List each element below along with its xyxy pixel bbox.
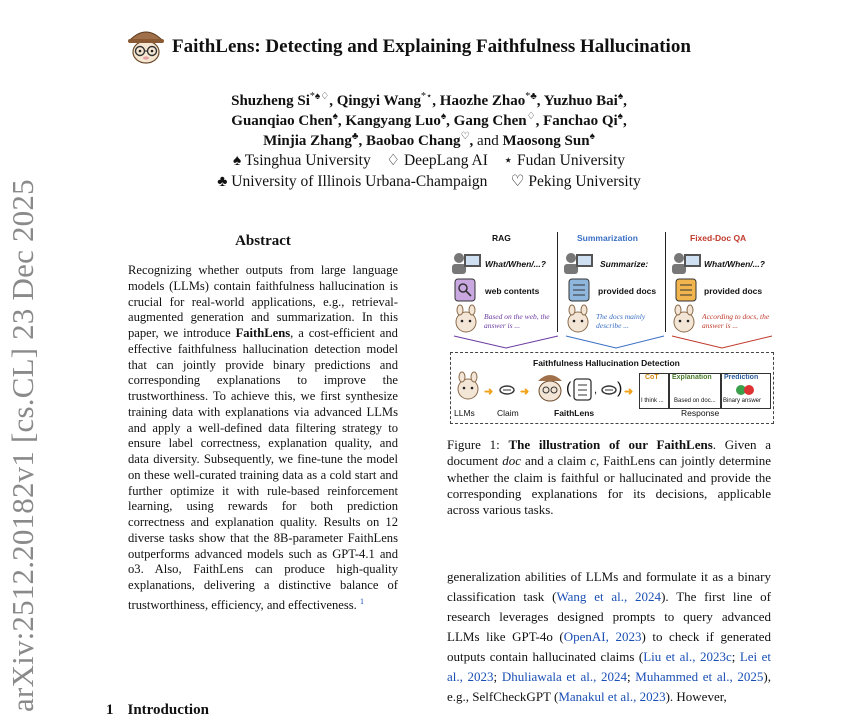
affil-mark: ♡ bbox=[510, 173, 525, 190]
user-computer-icon bbox=[670, 250, 702, 276]
faithlens-label: FaithLens bbox=[554, 408, 595, 418]
document-icon bbox=[568, 278, 590, 302]
affil-name: University of Illinois Urbana-Champaign bbox=[231, 173, 488, 190]
body-text: generalization abilities of LLMs and formulate it as a binary classification task ( bbox=[447, 569, 771, 604]
claim-label: Claim bbox=[497, 408, 519, 418]
citation-link[interactable]: OpenAI, 2023 bbox=[563, 629, 642, 644]
title-row bbox=[124, 26, 764, 66]
caption-var-c: c bbox=[590, 453, 596, 469]
response-label: Response bbox=[681, 408, 720, 418]
footnote-mark: 1 bbox=[359, 596, 364, 606]
citation-link[interactable]: Dhuliawala et al., 2024 bbox=[501, 669, 628, 684]
binary-label: Binary answer bbox=[723, 398, 762, 404]
caption-text: and a claim bbox=[521, 453, 591, 469]
section-title: Introduction bbox=[127, 702, 209, 718]
llama-icon bbox=[454, 371, 482, 401]
figure-caption bbox=[447, 437, 771, 518]
faithlens-model-icon bbox=[534, 369, 566, 403]
citation-link[interactable]: Manakul et al., 2023 bbox=[558, 689, 666, 704]
abstract-bold-faithlens: FaithLens bbox=[235, 326, 291, 340]
check-cross-icon bbox=[735, 384, 755, 396]
author-name: Kangyang Luo bbox=[345, 113, 441, 129]
claim-token-icon bbox=[498, 385, 516, 395]
fig-funnel-lines bbox=[446, 334, 776, 352]
affil-mark: ♠ bbox=[232, 152, 242, 169]
fig-answer-summarization: The docs mainly describe ... bbox=[596, 312, 646, 330]
affil-mark: ⋆ bbox=[503, 152, 514, 169]
fig-query-summarization: Summarize: bbox=[600, 259, 649, 269]
authors-line-2: Guanqiao Chen♠, Kangyang Luo♠, Gang Chen♢, Fanchao Qi♠, bbox=[231, 111, 627, 129]
faithlens-logo-icon bbox=[124, 26, 168, 66]
abstract-text: , a cost-efficient and effective faithfulness hallucination detection model that can jointly provide binary predictions and corresponding explanations to improve the trustworthiness. To achieve this, we first synthesize training data with explanations via advanced LLMs and apply a well-defined data filtering strategy to ensure label correctness, explanation quality, and data diversity. Subsequently, we fine-tune the model on these well-curated training data as a cold start and further optimize it with rule-based reinforcement learning, using rewards for both prediction correctness and explanation quality. Results on 12 diverse tasks show that the 8B-parameter FaithLens outperforms advanced models such as GPT-4.1 and o3. Also, FaithLens can produce high-quality explanations, delivering a distinctive balance of trustworthiness, efficiency, and effectiveness. bbox=[128, 326, 398, 612]
author-marks: *⋆ bbox=[421, 91, 433, 102]
body-text: ). The first line of research leverages designed prompts to query advanced LLMs like GPT-4o ( bbox=[447, 589, 772, 644]
author-name: Qingyi Wang bbox=[336, 93, 422, 109]
fig-doc-fixed-doc: provided docs bbox=[704, 286, 763, 296]
llama-icon bbox=[564, 304, 592, 334]
author-marks: ♣ bbox=[351, 131, 359, 142]
caption-text: , FaithLens can jointly determine whether the claim is faithful or hallucinated and provide the corresponding explanations for its decisions, applicable across various tasks. bbox=[447, 453, 771, 518]
user-computer-icon bbox=[562, 250, 594, 276]
introduction-heading bbox=[106, 702, 209, 719]
fig-query-fixed-doc: What/When/...? bbox=[704, 259, 765, 269]
affil-name: Tsinghua University bbox=[244, 152, 371, 169]
prediction-label: Prediction bbox=[724, 374, 759, 381]
affil-name: DeepLang AI bbox=[403, 152, 488, 169]
document-icon bbox=[675, 278, 697, 302]
authors-line-1: Shuzheng Si*♠♢, Qingyi Wang*⋆, Haozhe Zhao*♣, Yuzhuo Bai♠, bbox=[231, 91, 627, 109]
author-name: Yuzhuo Bai bbox=[543, 93, 618, 109]
comma: , bbox=[594, 384, 598, 396]
fig-answer-fixed-doc: According to docs, the answer is ... bbox=[702, 312, 770, 330]
author-name: Haozhe Zhao bbox=[439, 93, 526, 109]
author-marks: ♠ bbox=[332, 111, 338, 122]
arrow-icon: ➜ bbox=[624, 386, 634, 398]
affiliations-line-1 bbox=[0, 151, 858, 170]
fig-divider bbox=[665, 232, 666, 332]
author-marks: ♠ bbox=[589, 131, 595, 142]
author-marks: ♠ bbox=[617, 91, 624, 102]
body-text: ). However, bbox=[665, 689, 727, 704]
think-label: I think ... bbox=[641, 398, 664, 404]
affil-mark: ♣ bbox=[217, 173, 228, 190]
body-text: ; bbox=[627, 669, 636, 684]
caption-prefix: Figure 1: bbox=[447, 437, 509, 452]
paren-close: ) bbox=[617, 380, 623, 397]
user-computer-icon bbox=[450, 250, 482, 276]
affil-name: Fudan University bbox=[517, 152, 626, 169]
body-text: ), e.g., bbox=[447, 669, 771, 704]
document-icon bbox=[573, 378, 593, 402]
author-marks: ♡ bbox=[460, 131, 470, 142]
cot-label: CoT bbox=[645, 374, 659, 381]
fig-doc-rag: web contents bbox=[485, 286, 540, 296]
citation-link[interactable]: Wang et al., 2024 bbox=[556, 589, 662, 604]
author-name: Minjia Zhang bbox=[263, 133, 352, 149]
based-on-label: Based on doc... bbox=[674, 398, 716, 404]
body-text: SelfCheckGPT ( bbox=[472, 689, 559, 704]
web-search-icon bbox=[454, 278, 476, 302]
abstract-body bbox=[128, 263, 398, 614]
arxiv-side-stamp: arXiv:2512.20182v1 [cs.CL] 23 Dec 2025 bbox=[5, 179, 40, 712]
author-name: Shuzheng Si bbox=[231, 93, 310, 109]
caption-bold: The illustration of our FaithLens bbox=[508, 437, 713, 452]
fig-doc-summarization: provided docs bbox=[598, 286, 657, 296]
body-text: ; bbox=[731, 649, 740, 664]
author-marks: *♣ bbox=[525, 91, 537, 102]
affil-mark: ♢ bbox=[386, 152, 401, 169]
fig-col-label-rag: RAG bbox=[492, 233, 511, 243]
fig-query-rag: What/When/...? bbox=[485, 259, 546, 269]
llama-icon bbox=[670, 304, 698, 334]
fig-answer-rag: Based on the web, the answer is ... bbox=[484, 312, 550, 330]
abstract-text: Recognizing whether outputs from large language models (LLMs) contain faithfulness hallucination is crucial for real-world applications, e.g., retrieval-augmented generation and summarization. In this paper, we introduce bbox=[128, 263, 398, 340]
author-marks: ♠ bbox=[440, 111, 447, 122]
author-name: Baobao Chang bbox=[365, 133, 461, 149]
affiliations-line-2 bbox=[0, 172, 858, 191]
detection-title: Faithfulness Hallucination Detection bbox=[533, 358, 680, 368]
llms-label: LLMs bbox=[454, 408, 475, 418]
explanation-label: Explanation bbox=[672, 374, 712, 381]
author-name: Fanchao Qi bbox=[543, 113, 618, 129]
body-text: ; bbox=[493, 669, 502, 684]
author-name: Gang Chen bbox=[453, 113, 527, 129]
author-marks: *♠♢ bbox=[309, 91, 330, 102]
fig-col-label-fixed-doc-qa: Fixed-Doc QA bbox=[690, 233, 747, 243]
author-name: Maosong Sun bbox=[502, 133, 590, 149]
arrow-icon: ➜ bbox=[484, 386, 494, 398]
arrow-icon: ➜ bbox=[520, 386, 530, 398]
citation-link[interactable]: Lei et al., 2023 bbox=[447, 649, 771, 684]
affil-name: Peking University bbox=[528, 173, 641, 190]
citation-link[interactable]: Liu et al., 2023c bbox=[643, 649, 732, 664]
fig-divider bbox=[557, 232, 558, 332]
body-text: ) to check if generated outputs contain hallucinated claims ( bbox=[447, 629, 771, 664]
section-number: 1 bbox=[106, 702, 114, 718]
authors-line-3: Minjia Zhang♣, Baobao Chang♡, and Maosong Sun♠ bbox=[263, 131, 595, 149]
abstract-heading: Abstract bbox=[235, 233, 291, 249]
and-word: and bbox=[477, 133, 499, 149]
caption-text: . Given a document bbox=[447, 437, 771, 469]
llama-icon bbox=[452, 304, 480, 334]
author-name: Guanqiao Chen bbox=[231, 113, 333, 129]
paren-open: ( bbox=[566, 380, 572, 397]
citation-link[interactable]: Muhammed et al., 2025 bbox=[635, 669, 764, 684]
right-column-body bbox=[447, 567, 771, 707]
fig-col-label-summarization: Summarization bbox=[577, 233, 638, 243]
author-marks: ♢ bbox=[526, 111, 536, 122]
claim-token-icon bbox=[600, 385, 618, 395]
author-marks: ♠ bbox=[617, 111, 623, 122]
caption-var-doc: doc bbox=[502, 453, 521, 469]
paper-title: FaithLens: Detecting and Explaining Faithfulness Hallucination bbox=[172, 36, 691, 57]
